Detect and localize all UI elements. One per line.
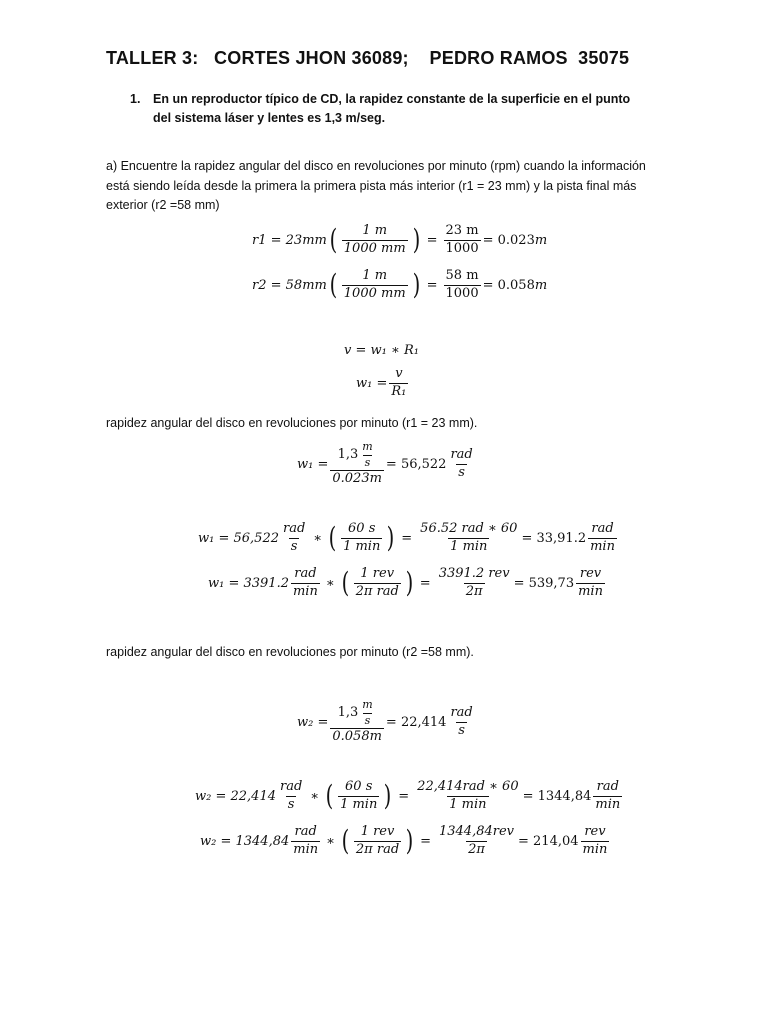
frac-den: 1 min bbox=[340, 796, 378, 812]
paren-open: ( bbox=[341, 566, 349, 600]
frac-num: 56.52 rad ∗ 60 bbox=[420, 521, 518, 536]
frac-num: rad bbox=[282, 521, 306, 536]
paren-close: ) bbox=[383, 779, 392, 813]
frac-den: 2π rad bbox=[355, 583, 399, 599]
eq-lhs: w₁ = 56,522 bbox=[198, 530, 279, 546]
eq-result: = 22,414 bbox=[385, 714, 447, 730]
equals-sign: = bbox=[401, 530, 413, 546]
frac-den: min bbox=[590, 538, 615, 554]
equals-sign: = bbox=[420, 833, 431, 849]
frac-num: 60 s bbox=[348, 521, 376, 536]
paren-open: ( bbox=[329, 223, 338, 257]
eq-r2-result: = 0.058 bbox=[482, 277, 535, 293]
eq-lhs: w₁ = bbox=[297, 456, 329, 472]
section-r2-heading: rapidez angular del disco en revoluciones por minuto (r2 =58 mm). bbox=[106, 645, 474, 659]
equation-r1 bbox=[252, 224, 547, 257]
frac-num: 22,414rad ∗ 60 bbox=[417, 779, 519, 794]
frac-den: 1 min bbox=[343, 538, 381, 554]
frac-num: rad bbox=[591, 521, 614, 536]
frac-den: R₁ bbox=[391, 383, 407, 399]
equals-sign: = bbox=[426, 232, 438, 248]
fraction bbox=[581, 825, 610, 858]
frac-num bbox=[336, 441, 379, 470]
frac-num: rad bbox=[450, 446, 473, 462]
frac-den: s bbox=[458, 722, 465, 738]
fraction bbox=[415, 780, 520, 813]
frac-num: m bbox=[362, 698, 373, 711]
frac-den: 2π bbox=[468, 841, 485, 857]
fraction bbox=[291, 567, 320, 600]
equals-sign: = bbox=[419, 575, 431, 591]
frac-den: s bbox=[287, 796, 295, 812]
frac-den: min bbox=[292, 583, 318, 599]
fraction bbox=[338, 780, 379, 813]
eq-w1-lhs: w₁ = bbox=[356, 375, 388, 391]
frac-den: s bbox=[364, 713, 371, 727]
frac-den: s bbox=[458, 464, 465, 480]
fraction bbox=[342, 224, 408, 257]
eq-result: = 56,522 bbox=[385, 456, 447, 472]
frac-num: 1 m bbox=[362, 223, 388, 238]
equation-r2 bbox=[252, 269, 547, 302]
fraction bbox=[576, 567, 605, 600]
frac-num bbox=[336, 699, 379, 728]
equation-w2-per-min bbox=[195, 780, 624, 813]
eq-r1-unit: mm bbox=[302, 232, 327, 248]
fraction bbox=[448, 706, 474, 739]
frac-den: 1 min bbox=[450, 538, 488, 554]
frac-den: 1000 mm bbox=[343, 285, 406, 301]
fraction bbox=[354, 567, 401, 600]
frac-num: 1 m bbox=[362, 268, 388, 283]
speed-value: 1,3 bbox=[337, 704, 359, 720]
unit-m: m bbox=[534, 232, 548, 248]
eq-r2-lhs: r2 = 58 bbox=[252, 277, 303, 293]
equation-v: v = w₁ ∗ R₁ bbox=[344, 343, 419, 358]
fraction bbox=[281, 522, 307, 555]
fraction bbox=[278, 780, 304, 813]
eq-lhs: w₂ = 22,414 bbox=[195, 788, 276, 804]
question-number: 1. bbox=[130, 92, 141, 106]
frac-num: 23 m bbox=[445, 223, 479, 238]
frac-num: 60 s bbox=[345, 779, 373, 794]
frac-num: rad bbox=[294, 566, 317, 581]
paren-open: ( bbox=[341, 824, 350, 858]
eq-r1-result: = 0.023 bbox=[482, 232, 535, 248]
fraction bbox=[330, 441, 384, 487]
fraction bbox=[291, 825, 320, 858]
frac-den: 1000 mm bbox=[343, 240, 406, 256]
eq-result: = 33,91.2 bbox=[521, 530, 587, 546]
fraction bbox=[389, 367, 408, 400]
paren-close: ) bbox=[412, 268, 420, 302]
paren-close: ) bbox=[412, 223, 420, 257]
eq-r2-unit: mm bbox=[302, 277, 327, 293]
eq-lhs: w₂ = bbox=[297, 714, 329, 730]
paren-close: ) bbox=[386, 521, 395, 555]
frac-num: 58 m bbox=[445, 268, 479, 283]
paren-open: ( bbox=[328, 521, 337, 555]
eq-lhs: w₂ = 1344,84 bbox=[200, 833, 290, 849]
multiply-sign: ∗ bbox=[313, 530, 323, 546]
equation-w2-rpm bbox=[200, 825, 611, 858]
frac-den: 2π bbox=[465, 583, 483, 599]
eq-lhs: w₁ = 3391.2 bbox=[208, 575, 289, 591]
fraction bbox=[342, 269, 408, 302]
unit-fraction bbox=[360, 441, 374, 469]
equation-w1-value bbox=[297, 441, 477, 487]
fraction bbox=[588, 522, 617, 555]
frac-den: min bbox=[595, 796, 621, 812]
frac-num: rad bbox=[596, 779, 619, 794]
fraction bbox=[444, 224, 481, 257]
frac-num: rev bbox=[584, 824, 606, 839]
frac-num: rad bbox=[294, 824, 317, 839]
multiply-sign: ∗ bbox=[310, 788, 320, 804]
fraction bbox=[330, 699, 384, 745]
frac-num: rev bbox=[579, 566, 602, 581]
frac-den: 1 min bbox=[449, 796, 487, 812]
frac-num: m bbox=[362, 440, 373, 453]
frac-den: 1000 bbox=[445, 240, 479, 256]
speed-value: 1,3 bbox=[337, 446, 359, 462]
multiply-sign: ∗ bbox=[326, 833, 335, 849]
frac-num: 1344,84rev bbox=[438, 824, 514, 839]
equation-w2-value bbox=[297, 699, 477, 745]
eq-result: = 1344,84 bbox=[522, 788, 592, 804]
frac-num: rad bbox=[450, 704, 473, 720]
frac-num: v bbox=[395, 366, 403, 381]
fraction bbox=[341, 522, 382, 555]
part-a-text: a) Encuentre la rapidez angular del disco en revoluciones por minuto (rpm) cuando la información está siendo leída desde la primera la primera pista más interior (r1 = 23 mm) y la pista final más exterior (r2 =58 mm) bbox=[106, 159, 646, 212]
frac-den: s bbox=[290, 538, 298, 554]
paren-open: ( bbox=[325, 779, 334, 813]
eq-result: = 539,73 bbox=[513, 575, 575, 591]
frac-den: min bbox=[582, 841, 608, 857]
fraction bbox=[448, 448, 474, 481]
frac-den: 2π rad bbox=[355, 841, 400, 857]
paren-close: ) bbox=[405, 824, 414, 858]
paren-open: ( bbox=[329, 268, 338, 302]
equation-w1-per-min bbox=[198, 522, 619, 555]
fraction bbox=[354, 825, 401, 858]
frac-den: 0.058m bbox=[332, 729, 382, 745]
fraction bbox=[437, 825, 516, 858]
frac-den: 0.023m bbox=[332, 471, 382, 487]
fraction bbox=[593, 780, 622, 813]
equals-sign: = bbox=[426, 277, 438, 293]
frac-num: rad bbox=[279, 779, 303, 794]
page-title: TALLER 3: CORTES JHON 36089; PEDRO RAMOS 35075 bbox=[106, 48, 630, 68]
question-text: En un reproductor típico de CD, la rapidez constante de la superficie en el punto del sistema láser y lentes es 1,3 m/seg. bbox=[153, 92, 631, 125]
frac-num: 3391.2 rev bbox=[438, 566, 510, 581]
frac-num: 1 rev bbox=[360, 824, 395, 839]
frac-den: min bbox=[293, 841, 319, 857]
unit-m: m bbox=[534, 277, 548, 293]
paren-close: ) bbox=[405, 566, 414, 600]
frac-den: min bbox=[578, 583, 603, 599]
frac-den: 1000 bbox=[445, 285, 479, 301]
multiply-sign: ∗ bbox=[325, 575, 335, 591]
fraction bbox=[444, 269, 481, 302]
fraction bbox=[437, 567, 512, 600]
section-r1-heading: rapidez angular del disco en revoluciones por minuto (r1 = 23 mm). bbox=[106, 416, 478, 430]
frac-den: s bbox=[364, 455, 371, 469]
eq-result: = 214,04 bbox=[518, 833, 579, 849]
equation-w1-rpm bbox=[208, 567, 607, 600]
equals-sign: = bbox=[398, 788, 410, 804]
frac-num: 1 rev bbox=[360, 566, 395, 581]
equation-w1-def bbox=[356, 367, 410, 400]
unit-fraction bbox=[360, 699, 374, 727]
eq-r1-lhs: r1 = 23 bbox=[252, 232, 303, 248]
fraction bbox=[418, 522, 519, 555]
